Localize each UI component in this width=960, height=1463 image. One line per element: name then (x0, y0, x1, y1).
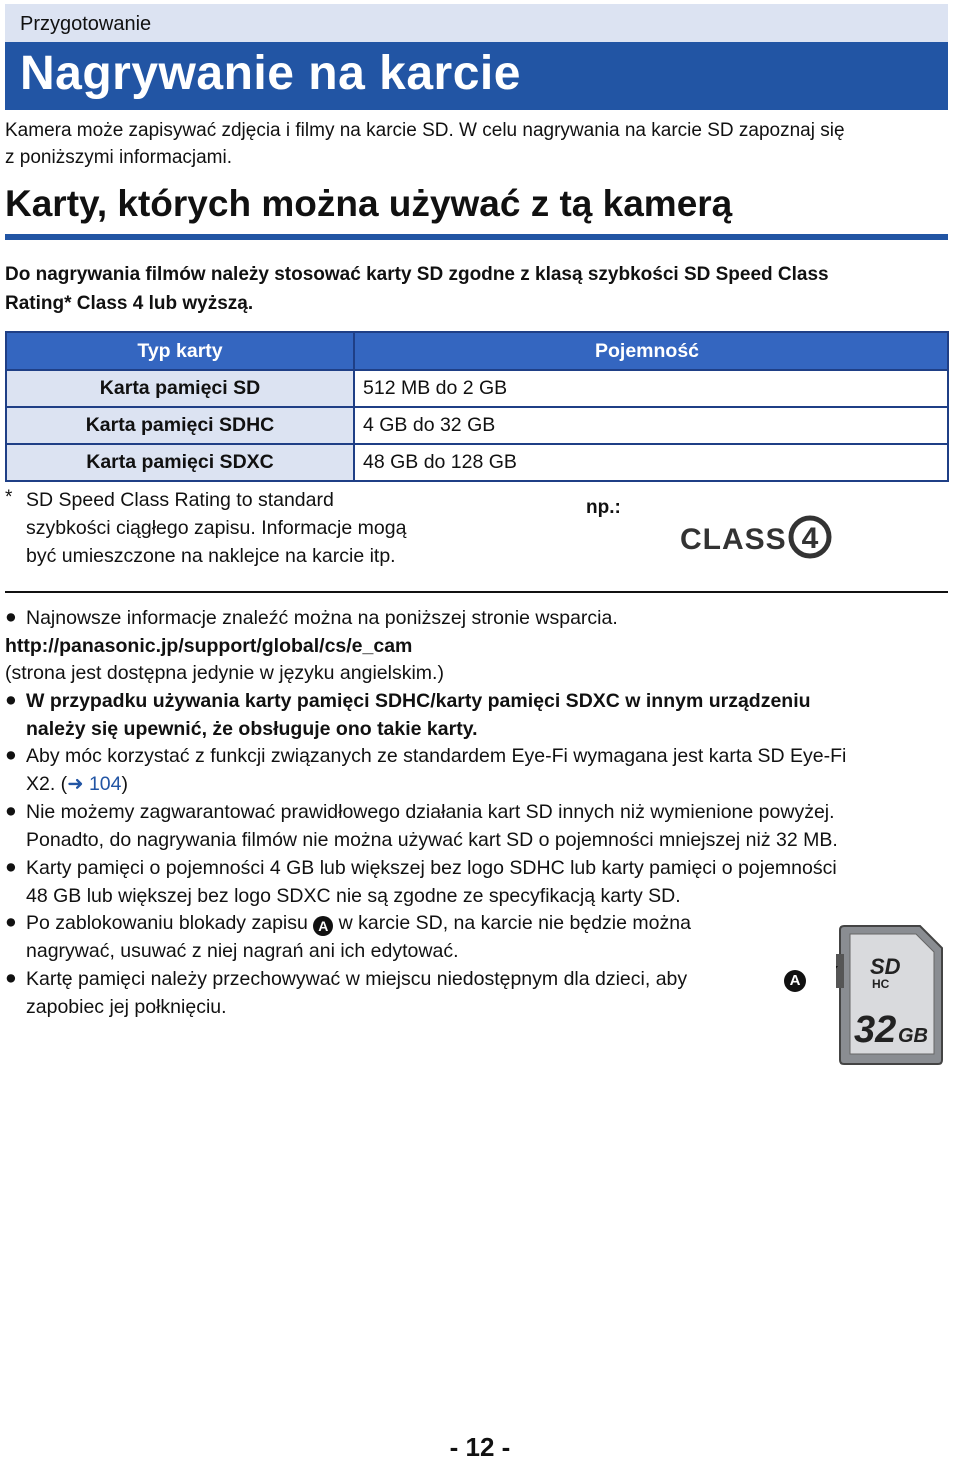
table-header-capacity: Pojemność (354, 332, 948, 370)
note-6-suffix: w karcie SD, na karcie nie będzie można (333, 912, 691, 934)
note-2-line-2: należy się upewnić, że obsługuje ono takie karty. (26, 717, 478, 740)
example-label: np.: (586, 497, 621, 518)
note-6-prefix: Po zablokowaniu blokady zapisu (26, 912, 314, 934)
footnote-text (26, 486, 486, 570)
sd-capacity: 32 (854, 1009, 897, 1051)
note-7 (26, 966, 687, 1021)
support-url[interactable]: http://panasonic.jp/support/global/cs/e_cam (5, 635, 413, 657)
note-7-line-2: zapobiec jej połknięciu. (26, 995, 227, 1018)
subheading: Karty, których można używać z tą kamerą (5, 183, 733, 224)
page-title: Nagrywanie na karcie (20, 47, 521, 100)
note-3 (26, 743, 846, 798)
note-4-line-2: Ponadto, do nagrywania filmów nie można używać kart SD o pojemności mniejszej niż 32 MB. (26, 828, 838, 851)
sd-logo: SD (870, 954, 901, 979)
footnote-line-2: szybkości ciągłego zapisu. Informacje mogą (26, 517, 407, 539)
bullet-icon: ● (5, 744, 17, 766)
bullet-icon: ● (5, 911, 17, 933)
note-3-line-2 (26, 771, 846, 799)
subheading-rule (5, 234, 948, 240)
sd-card-lock-switch (836, 954, 844, 988)
table-cell-capacity: 48 GB do 128 GB (354, 444, 948, 481)
bullet-icon: ● (5, 606, 17, 628)
footnote-line-1: SD Speed Class Rating to standard (26, 489, 334, 511)
requirement-line-1: Do nagrywania filmów należy stosować karty SD zgodne z klasą szybkości SD Speed Class (5, 264, 829, 285)
card-table (5, 331, 949, 482)
intro-line-2: z poniższymi informacjami. (5, 147, 232, 168)
note-5-line-2: 48 GB lub większej bez logo SDXC nie są zgodne ze specyfikacją karty SD. (26, 884, 681, 907)
section-divider (5, 591, 948, 593)
footnote-mark: * (5, 487, 13, 508)
table-header-type: Typ karty (6, 332, 354, 370)
sd-card-illustration (836, 924, 946, 1066)
page-ref-link[interactable] (84, 773, 122, 795)
bullet-icon: ● (5, 967, 17, 989)
note-1: Najnowsze informacje znaleźć można na poniższej stronie wsparcia. (26, 607, 618, 629)
table-row (6, 407, 948, 444)
marker-a-icon: A (313, 916, 333, 936)
class4-logo (680, 514, 832, 560)
note-6 (26, 910, 691, 965)
class-logo-text: CLASS (680, 523, 787, 556)
note-3-line-1: Aby móc korzystać z funkcji związanych ze standardem Eye-Fi wymagana jest karta SD Eye-Fi (26, 745, 847, 767)
sd-lock-marker-icon: A (784, 970, 806, 992)
bullet-icon: ● (5, 800, 17, 822)
table-row (6, 370, 948, 407)
note-2-line-1: W przypadku używania karty pamięci SDHC/karty pamięci SDXC w innym urządzeniu (26, 690, 811, 712)
note-7-line-1: Kartę pamięci należy przechowywać w miejscu niedostępnym dla dzieci, aby (26, 968, 688, 990)
sd-logo-sub: HC (872, 977, 890, 991)
note-4-line-1: Nie możemy zagwarantować prawidłowego działania kart SD innych niż wymienione powyżej. (26, 801, 835, 823)
note-6-line-2: nagrywać, usuwać z niej nagrań ani ich edytować. (26, 939, 459, 962)
note-4 (26, 799, 838, 854)
note-3-suffix: ) (121, 772, 128, 795)
page-ref-arrow-icon[interactable]: ➜ (67, 772, 84, 795)
table-cell-capacity: 512 MB do 2 GB (354, 370, 948, 407)
note-6-line-1 (26, 910, 691, 938)
table-cell-type: Karta pamięci SD (6, 370, 354, 407)
table-row (6, 444, 948, 481)
table-cell-capacity: 4 GB do 32 GB (354, 407, 948, 444)
footnote-line-3: być umieszczone na naklejce na karcie itp. (26, 545, 396, 567)
note-3-prefix: X2. ( (26, 772, 68, 795)
requirement-text (5, 260, 950, 318)
sd-capacity-unit: GB (898, 1025, 928, 1047)
language-note: (strona jest dostępna jedynie w języku angielskim.) (5, 662, 444, 684)
table-cell-type: Karta pamięci SDXC (6, 444, 354, 481)
page-number: - 12 - (449, 1432, 511, 1462)
bullet-icon: ● (5, 856, 17, 878)
bullet-icon: ● (5, 689, 17, 711)
table-cell-type: Karta pamięci SDHC (6, 407, 354, 444)
note-5 (26, 855, 837, 910)
note-5-line-1: Karty pamięci o pojemności 4 GB lub większej bez logo SDHC lub karty pamięci o pojemności (26, 857, 837, 879)
requirement-line-2: Rating* Class 4 lub wyższą. (5, 293, 254, 314)
page-ref-number[interactable]: 104 (88, 772, 122, 795)
class-logo-number: 4 (801, 522, 819, 555)
intro-line-1: Kamera może zapisywać zdjęcia i filmy na karcie SD. W celu nagrywania na karcie SD zapoznaj się (5, 120, 845, 141)
table-header-row (6, 332, 948, 370)
section-label: Przygotowanie (20, 13, 152, 35)
note-2 (26, 688, 811, 743)
